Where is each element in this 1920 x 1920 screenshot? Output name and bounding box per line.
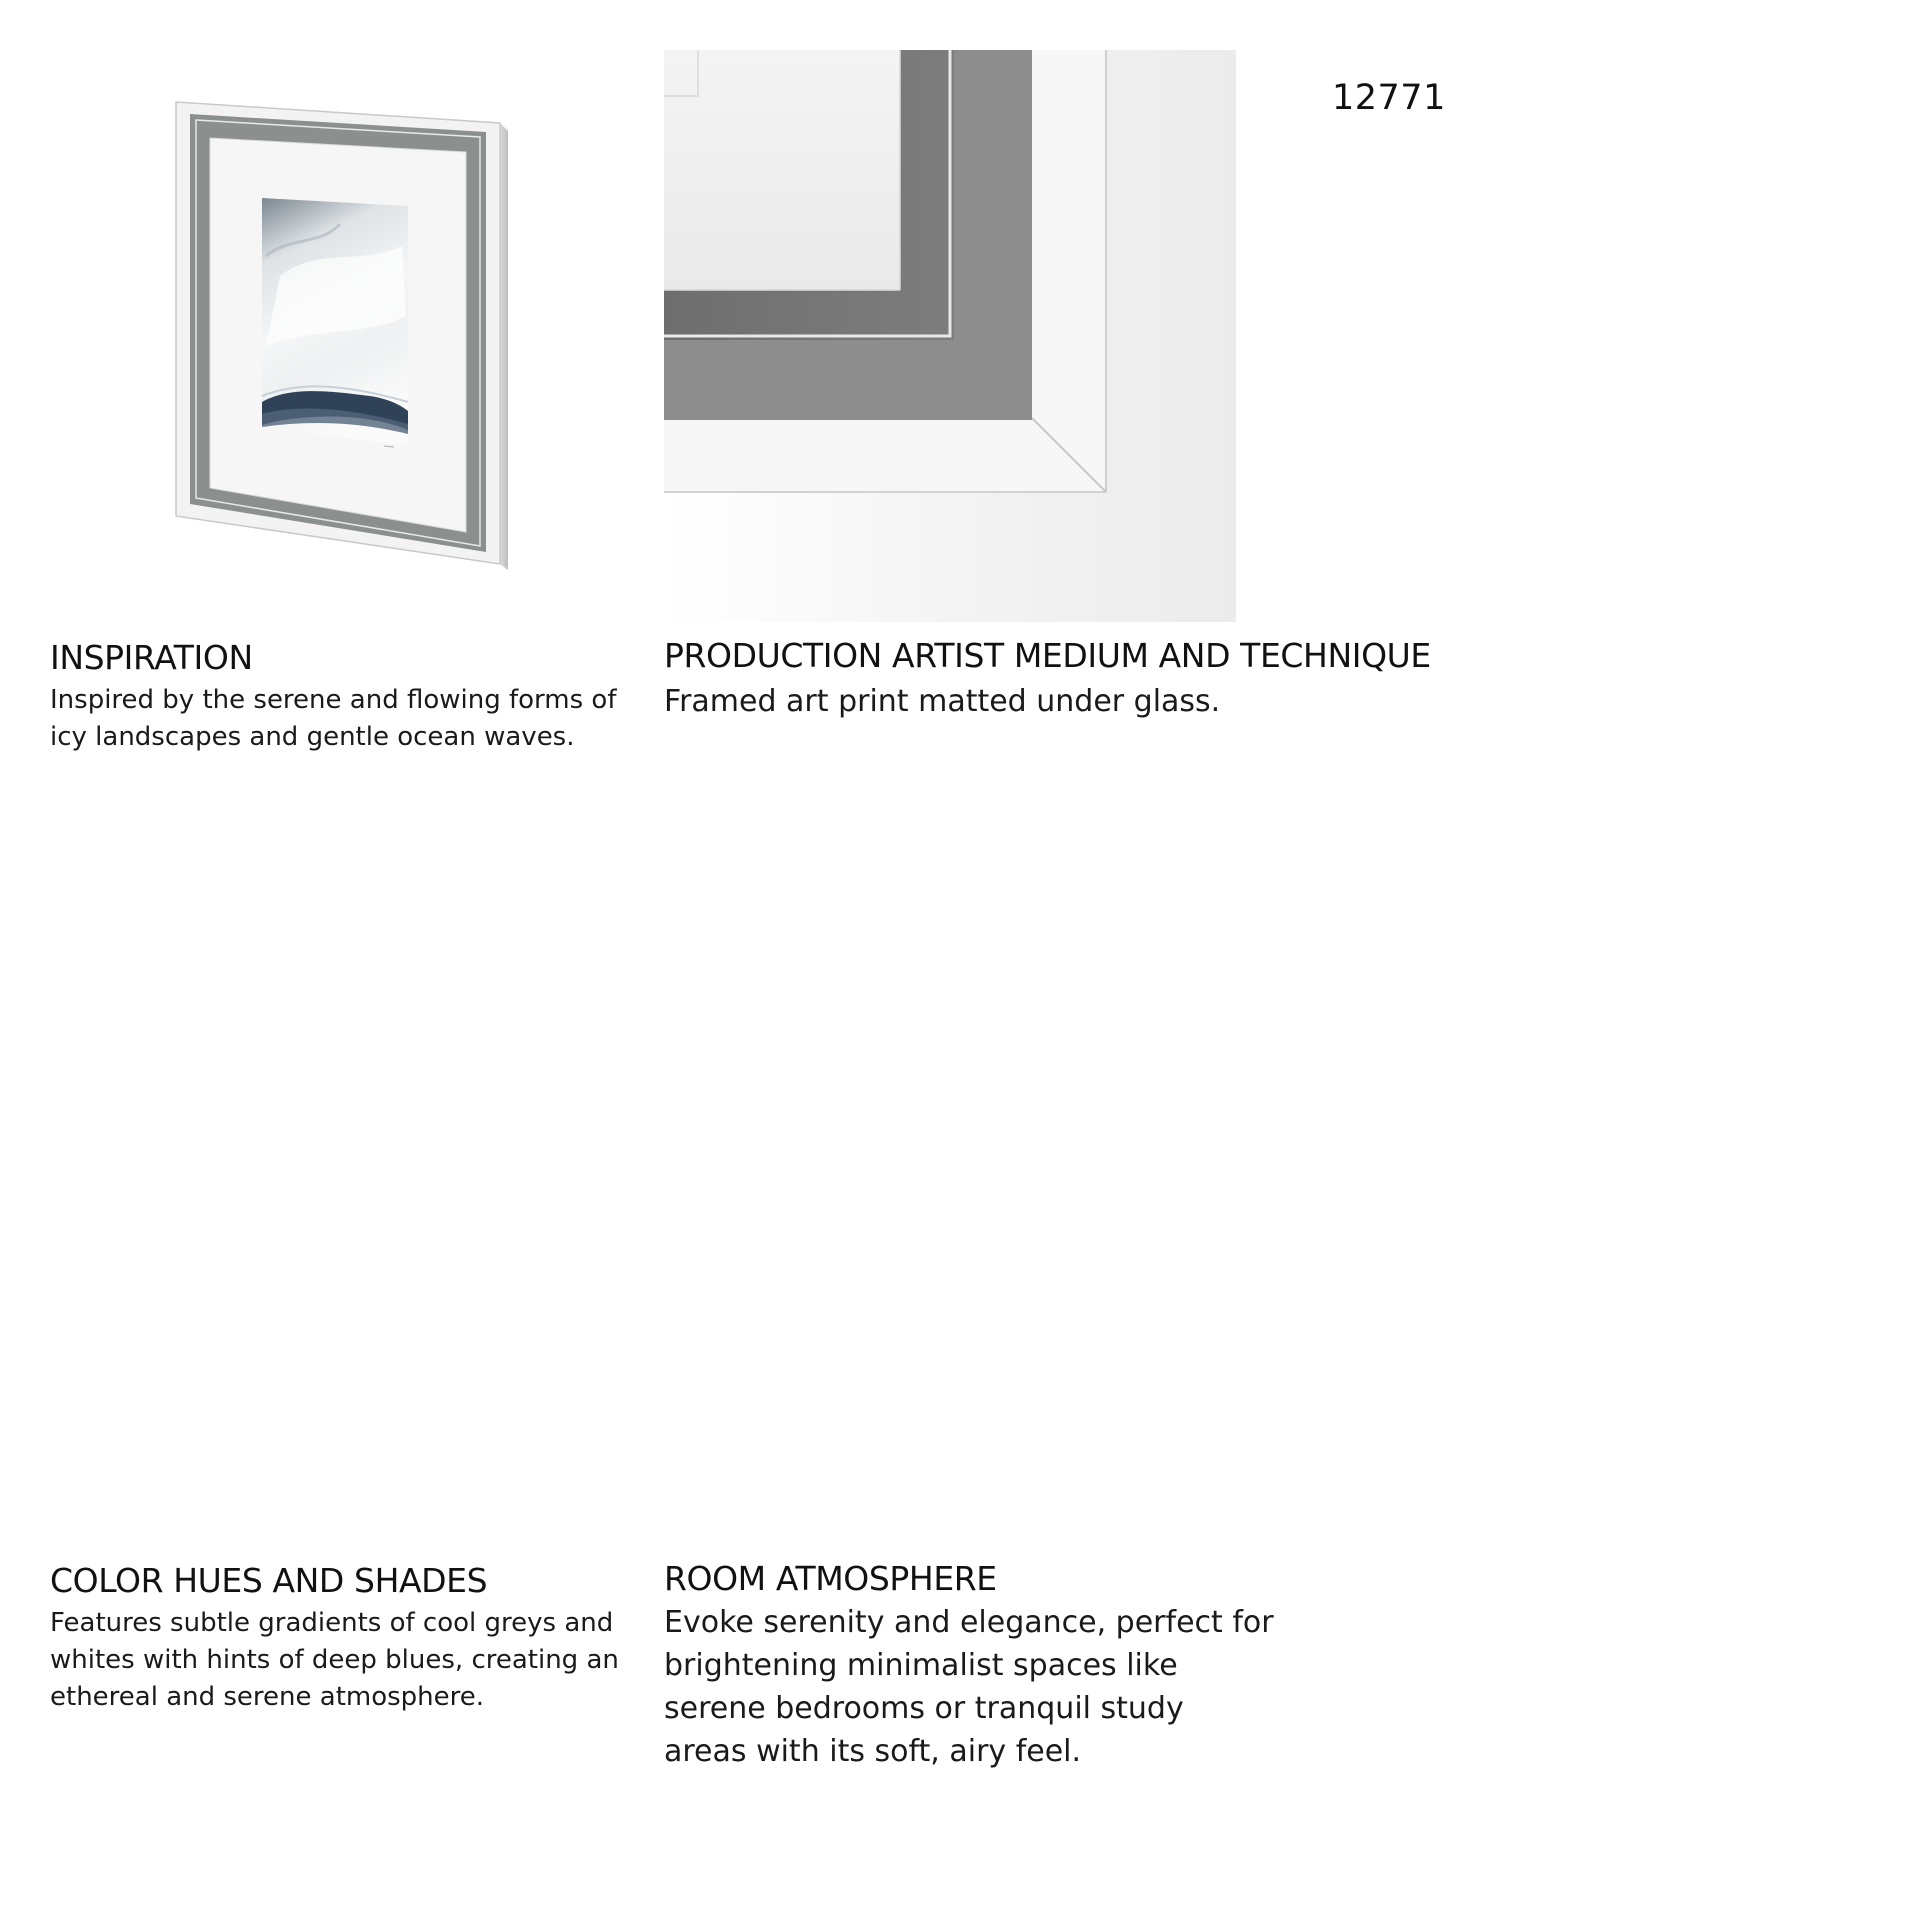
section-heading: ROOM ATMOSPHERE [664,1559,997,1598]
section-inspiration [50,638,620,756]
section-text: Framed art print matted under glass. [664,684,1221,719]
section-color-hues [50,1561,620,1716]
section-heading: COLOR HUES AND SHADES [50,1561,488,1600]
section-text: Features subtle gradients of cool greys and whites with hints of deep blues, creating an ethereal and serene atmosphere. [50,1608,619,1712]
section-heading: INSPIRATION [50,638,253,677]
product-number: 12771 [1332,78,1446,118]
section-text: Evoke serenity and elegance, perfect for brightening minimalist spaces like serene bedrooms or tranquil study areas with its soft, airy feel. [664,1605,1274,1769]
frame-corner-detail-photo [664,50,1236,622]
section-heading: PRODUCTION ARTIST MEDIUM AND TECHNIQUE [664,636,1431,675]
section-room-atmosphere [664,1559,1274,1773]
section-production [664,636,1564,723]
product-photo-framed-art [170,96,510,576]
section-text: Inspired by the serene and flowing forms of icy landscapes and gentle ocean waves. [50,685,617,752]
